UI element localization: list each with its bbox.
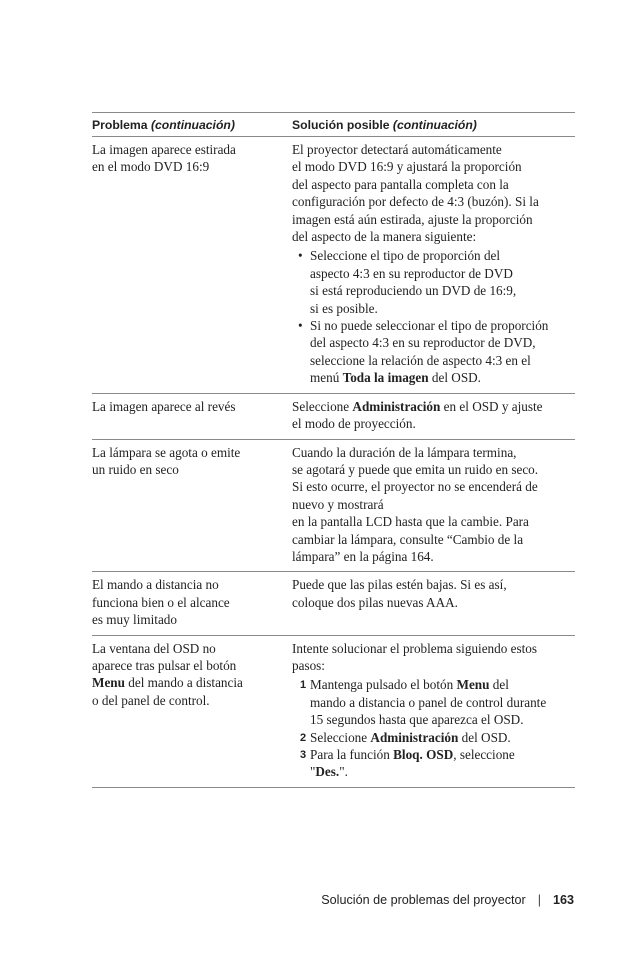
step-text-pre: Mantenga pulsado el botón <box>310 677 457 693</box>
header-solution <box>292 113 575 137</box>
step-text-post: , seleccione <box>453 747 515 762</box>
page-number: 163 <box>552 893 574 907</box>
menu-name-toda-la-imagen: Toda la imagen <box>342 370 429 386</box>
solution-text: del aspecto para pantalla completa con la <box>292 176 509 192</box>
step-number: 2 <box>300 731 307 744</box>
solution-text: en la pantalla LCD hasta que la cambie. Para <box>292 514 529 530</box>
solution-text: el modo de proyección. <box>292 416 416 432</box>
solution-text: cambiar la lámpara, consulte “Cambio de la <box>292 531 524 547</box>
problem-text-post: del mando a distancia <box>124 675 243 691</box>
table-row <box>92 393 575 439</box>
problem-text: El mando a distancia no <box>92 577 219 593</box>
list-item <box>292 247 575 317</box>
button-name-menu: Menu <box>92 675 125 691</box>
bullet-text: • Si no puede seleccionar el tipo de proporción <box>310 318 549 334</box>
solution-text: imagen está aún estirada, ajuste la proporción <box>292 211 533 227</box>
problem-text: La imagen aparece al revés <box>92 398 236 414</box>
button-name-menu: Menu <box>456 677 490 693</box>
footer-separator: | <box>537 893 541 907</box>
bullet-text: del aspecto 4:3 en su reproductor de DVD, <box>310 335 536 351</box>
solution-text: Puede que las pilas estén bajas. Si es así, <box>292 577 507 593</box>
bullet-text-pre: menú <box>310 370 343 386</box>
bullet-text-post: del OSD. <box>428 370 481 386</box>
problem-text: un ruido en seco <box>92 461 179 477</box>
solution-text: el modo DVD 16:9 y ajustará la proporción <box>292 159 522 175</box>
list-item <box>292 676 575 728</box>
step-text-pre: Seleccione <box>310 729 371 745</box>
table-row <box>92 635 575 787</box>
menu-name-administracion: Administración <box>352 398 441 414</box>
solution-cell <box>292 572 575 635</box>
step-text-post: del <box>489 677 509 693</box>
solution-cell <box>292 439 575 572</box>
bullet-text: aspecto 4:3 en su reproductor de DVD <box>310 265 513 281</box>
bullet-list <box>292 247 575 386</box>
problem-text: La ventana del OSD no <box>92 640 216 656</box>
table-row <box>92 439 575 572</box>
solution-cell <box>292 393 575 439</box>
function-name-bloq-osd: Bloq. OSD <box>393 747 454 762</box>
step-number: 1 <box>300 679 307 692</box>
problem-text: en el modo DVD 16:9 <box>92 159 210 175</box>
problem-cell <box>92 572 292 635</box>
header-problem <box>92 113 292 137</box>
bullet-text: si está reproduciendo un DVD de 16:9, <box>310 283 517 299</box>
solution-cell <box>292 137 575 394</box>
option-name-des: Des. <box>315 764 340 780</box>
solution-text: lámpara” en la página 164. <box>292 548 434 564</box>
problem-text: La lámpara se agota o emite <box>92 444 241 460</box>
page-footer <box>321 893 574 907</box>
steps-list <box>292 676 575 780</box>
problem-text: o del panel de control. <box>92 692 210 708</box>
list-item <box>292 317 575 387</box>
problem-text: aparece tras pulsar el botón <box>92 657 237 673</box>
table-row <box>92 137 575 394</box>
menu-name-administracion: Administración <box>370 729 459 745</box>
header-problem-label: Problema <box>92 118 148 132</box>
solution-text: del aspecto de la manera siguiente: <box>292 229 477 245</box>
solution-text: configuración por defecto de 4:3 (buzón). Si la <box>292 194 539 210</box>
problem-text: funciona bien o el alcance <box>92 594 230 610</box>
solution-text: coloque dos pilas nuevas AAA. <box>292 594 458 610</box>
table-row <box>92 572 575 635</box>
step-text: 15 segundos hasta que aparezca el OSD. <box>310 712 524 728</box>
solution-text: Intente solucionar el problema siguiendo estos <box>292 640 538 656</box>
problem-cell <box>92 393 292 439</box>
step-number: 3 <box>300 749 307 761</box>
solution-text: se agotará y puede que emita un ruido en seco. <box>292 461 539 477</box>
problem-cell <box>92 137 292 394</box>
step-text-pre: Para la función <box>310 747 394 762</box>
bullet-text: si es posible. <box>310 300 378 316</box>
list-item <box>292 729 575 746</box>
step-text-post: del OSD. <box>458 729 511 745</box>
solution-text: Si esto ocurre, el proyector no se encenderá de <box>292 479 538 495</box>
solution-cell <box>292 635 575 787</box>
header-problem-cont: (continuación) <box>150 118 235 132</box>
problem-cell <box>92 635 292 787</box>
solution-text: Cuando la duración de la lámpara termina, <box>292 444 517 460</box>
bullet-text: • Seleccione el tipo de proporción del <box>310 248 501 264</box>
step-text <box>310 763 575 780</box>
step-text-post: ". <box>339 764 348 780</box>
step-text: mando a distancia o panel de control durante <box>310 694 547 710</box>
solution-text <box>292 398 575 415</box>
footer-title: Solución de problemas del proyector <box>321 893 526 907</box>
problem-text: es muy limitado <box>92 612 177 628</box>
header-solution-label: Solución posible <box>292 118 390 132</box>
bullet-text: seleccione la relación de aspecto 4:3 en el <box>310 352 531 368</box>
step-text <box>310 676 575 693</box>
solution-text-pre: Seleccione <box>292 398 353 414</box>
solution-text-post: en el OSD y ajuste <box>440 398 543 414</box>
bullet-text <box>310 369 575 386</box>
solution-text: pasos: <box>292 657 325 673</box>
problem-text: La imagen aparece estirada <box>92 142 236 157</box>
troubleshooting-table <box>92 112 575 788</box>
problem-cell <box>92 439 292 572</box>
problem-text <box>92 674 284 691</box>
step-text <box>310 746 575 763</box>
solution-text: El proyector detectará automáticamente <box>292 142 502 157</box>
header-solution-cont: (continuación) <box>392 118 477 132</box>
list-item <box>292 746 575 781</box>
step-text <box>310 729 575 746</box>
step-text-pre: " <box>310 764 316 780</box>
table-header <box>92 113 575 137</box>
solution-text: nuevo y mostrará <box>292 496 384 512</box>
